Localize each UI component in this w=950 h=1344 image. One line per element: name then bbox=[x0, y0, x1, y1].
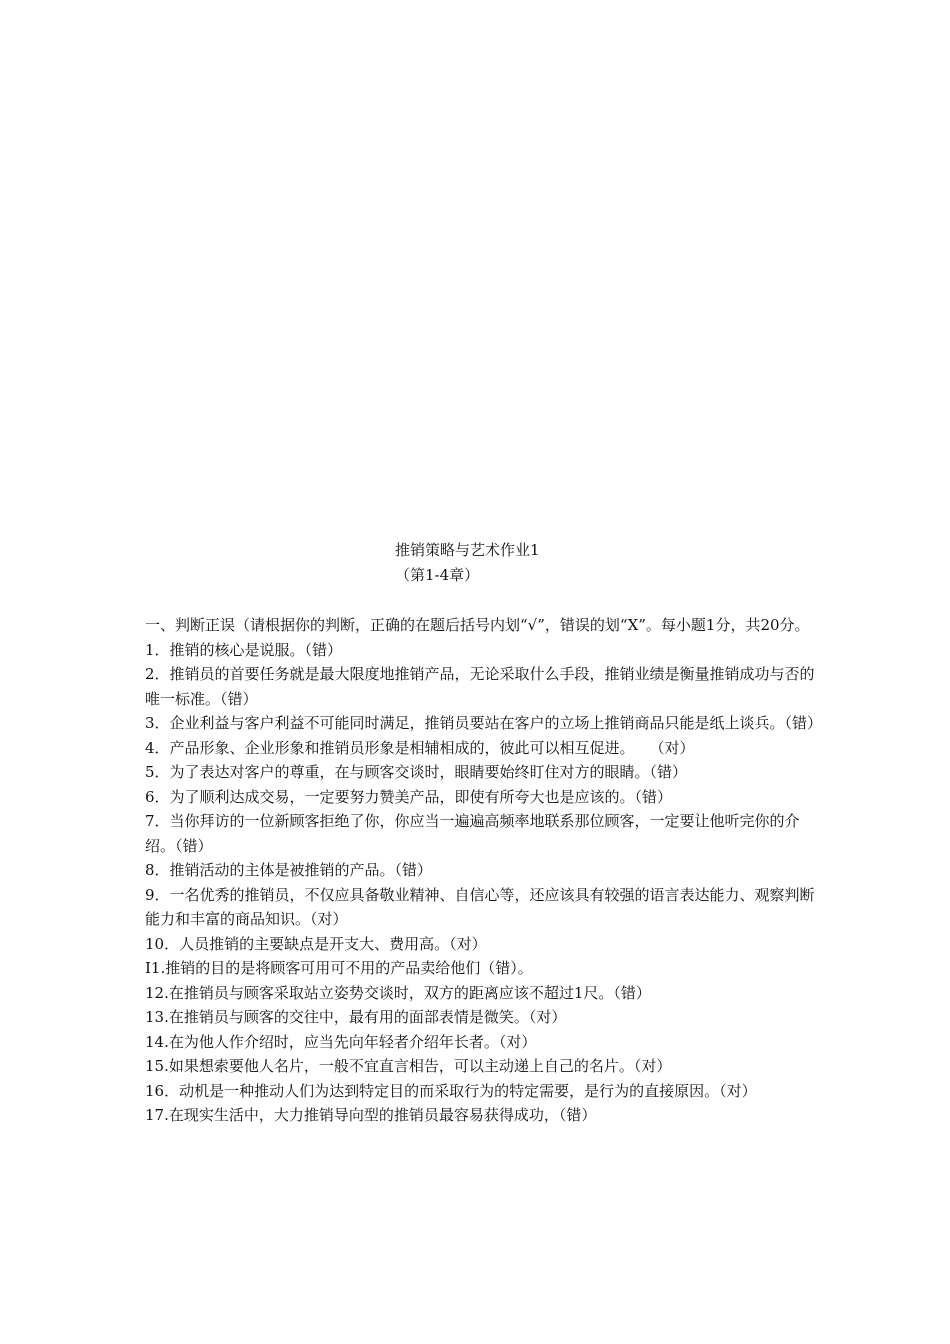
section-heading: 一、判断正误（请根据你的判断，正确的在题后括号内划“√”，错误的划“X”。每小题1分，共20分。 bbox=[145, 616, 810, 634]
question-item-12: 12.在推销员与顾客采取站立姿势交谈时，双方的距离应该不超过1尺。（错） bbox=[145, 983, 651, 1002]
question-item-5: 5．为了表达对客户的尊重，在与顾客交谈时，眼睛要始终盯住对方的眼睛。（错） bbox=[145, 763, 688, 781]
question-item-17: 17.在现实生活中，大力推销导向型的推销员最容易获得成功，（错） bbox=[145, 1106, 597, 1124]
question-item-9: 9．一名优秀的推销员，不仅应具备敬业精神、自信心等，还应该具有较强的语言表达能力、观察判断能力和丰富的商品知识。（对） bbox=[145, 885, 815, 928]
question-item-11: I1.推销的目的是将顾客可用可不用的产品卖给他们（错）。 bbox=[145, 959, 533, 977]
document-subtitle: （第1-4章） bbox=[395, 566, 480, 584]
question-item-4: 4．产品形象、企业形象和推销员形象是相辅相成的，彼此可以相互促进。 （对） bbox=[145, 738, 695, 757]
document-title: 推销策略与艺术作业1 bbox=[395, 541, 540, 559]
document-body bbox=[145, 613, 823, 1128]
question-item-15: 15.如果想索要他人名片，一般不宜直言相告，可以主动递上自己的名片。（对） bbox=[145, 1057, 672, 1075]
question-item-1: 1．推销的核心是说服。（错） bbox=[145, 640, 343, 659]
question-item-10: 10．人员推销的主要缺点是开支大、费用高。（对） bbox=[145, 934, 487, 953]
question-item-3: 3．企业利益与客户利益不可能同时满足，推销员要站在客户的立场上推销商品只能是纸上谈兵。（错） bbox=[145, 714, 823, 732]
question-item-16: 16．动机是一种推动人们为达到特定目的而采取行为的特定需要，是行为的直接原因。（对） bbox=[145, 1081, 757, 1100]
question-item-8: 8．推销活动的主体是被推销的产品。（错） bbox=[145, 861, 433, 879]
question-item-7: 7．当你拜访的一位新顾客拒绝了你，你应当一遍遍高频率地联系那位顾客，一定要让他听完你的介绍。（错） bbox=[145, 812, 800, 855]
question-item-2: 2．推销员的首要任务就是最大限度地推销产品，无论采取什么手段，推销业绩是衡量推销成功与否的唯一标准。（错） bbox=[145, 665, 815, 708]
question-item-13: 13.在推销员与顾客的交往中，最有用的面部表情是微笑。（对） bbox=[145, 1008, 567, 1026]
question-item-6: 6．为了顺利达成交易，一定要努力赞美产品，即使有所夸大也是应该的。（错） bbox=[145, 787, 673, 806]
question-item-14: 14.在为他人作介绍时，应当先向年轻者介绍年长者。（对） bbox=[145, 1032, 537, 1051]
